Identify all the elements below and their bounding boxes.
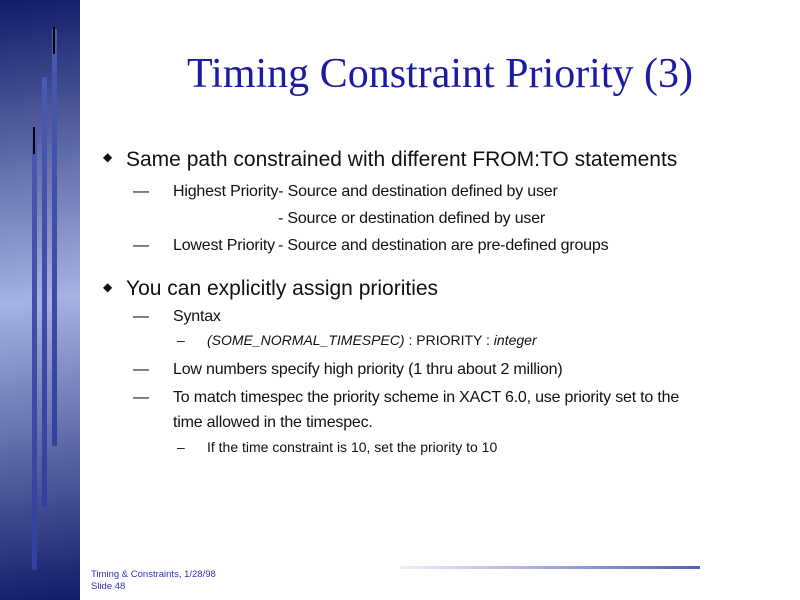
priority-row-lowest — [173, 235, 608, 257]
dash-bullet: — — [133, 237, 149, 254]
decorative-bar-right — [52, 29, 57, 446]
bullet-1-text: Same path constrained with different FROM:TO statements — [126, 148, 678, 171]
tick-mark-top — [53, 27, 55, 54]
footer-divider-line — [400, 566, 700, 569]
match-timespec-line2: time allowed in the timespec. — [173, 414, 373, 431]
diamond-bullet-icon: ◆ — [103, 280, 113, 294]
priority-row-middle: - Source or destination defined by user — [278, 210, 546, 227]
slide-title: Timing Constraint Priority (3) — [187, 51, 693, 97]
footer — [91, 569, 216, 593]
syntax-heading: Syntax — [173, 308, 221, 325]
priority-desc: - Source and destination are pre-defined groups — [278, 237, 609, 254]
if-constraint-text: If the time constraint is 10, set the priority to 10 — [207, 439, 498, 455]
priority-keyword: : PRIORITY : — [404, 332, 494, 348]
footer-credit: Timing & Constraints, 1/28/98 — [91, 569, 216, 580]
priority-desc: - Source and destination defined by user — [278, 183, 558, 200]
dash-bullet: — — [133, 183, 149, 200]
timespec-token: (SOME_NORMAL_TIMESPEC) — [207, 332, 405, 348]
tick-mark-lower — [33, 127, 35, 154]
syntax-detail — [207, 331, 537, 349]
priority-label: Highest Priority — [173, 183, 279, 200]
low-numbers-text: Low numbers specify high priority (1 thru about 2 million) — [173, 361, 563, 378]
footer-slide-number: Slide 48 — [91, 581, 126, 592]
diamond-bullet-icon: ◆ — [103, 150, 113, 164]
dash-bullet: — — [133, 308, 149, 325]
decorative-bar-left — [32, 129, 37, 570]
dash-bullet-small: – — [177, 332, 185, 348]
bullet-2-text: You can explicitly assign priorities — [126, 277, 439, 300]
left-border-gradient — [0, 0, 80, 600]
match-timespec-line1: To match timespec the priority scheme in XACT 6.0, use priority set to the — [173, 389, 680, 406]
dash-bullet: — — [133, 389, 149, 406]
priority-row-highest — [173, 181, 558, 203]
decorative-bar-middle — [42, 77, 47, 507]
integer-token: integer — [493, 332, 537, 348]
dash-bullet-small: – — [177, 439, 185, 455]
dash-bullet: — — [133, 361, 149, 378]
priority-label: Lowest Priority — [173, 237, 275, 254]
